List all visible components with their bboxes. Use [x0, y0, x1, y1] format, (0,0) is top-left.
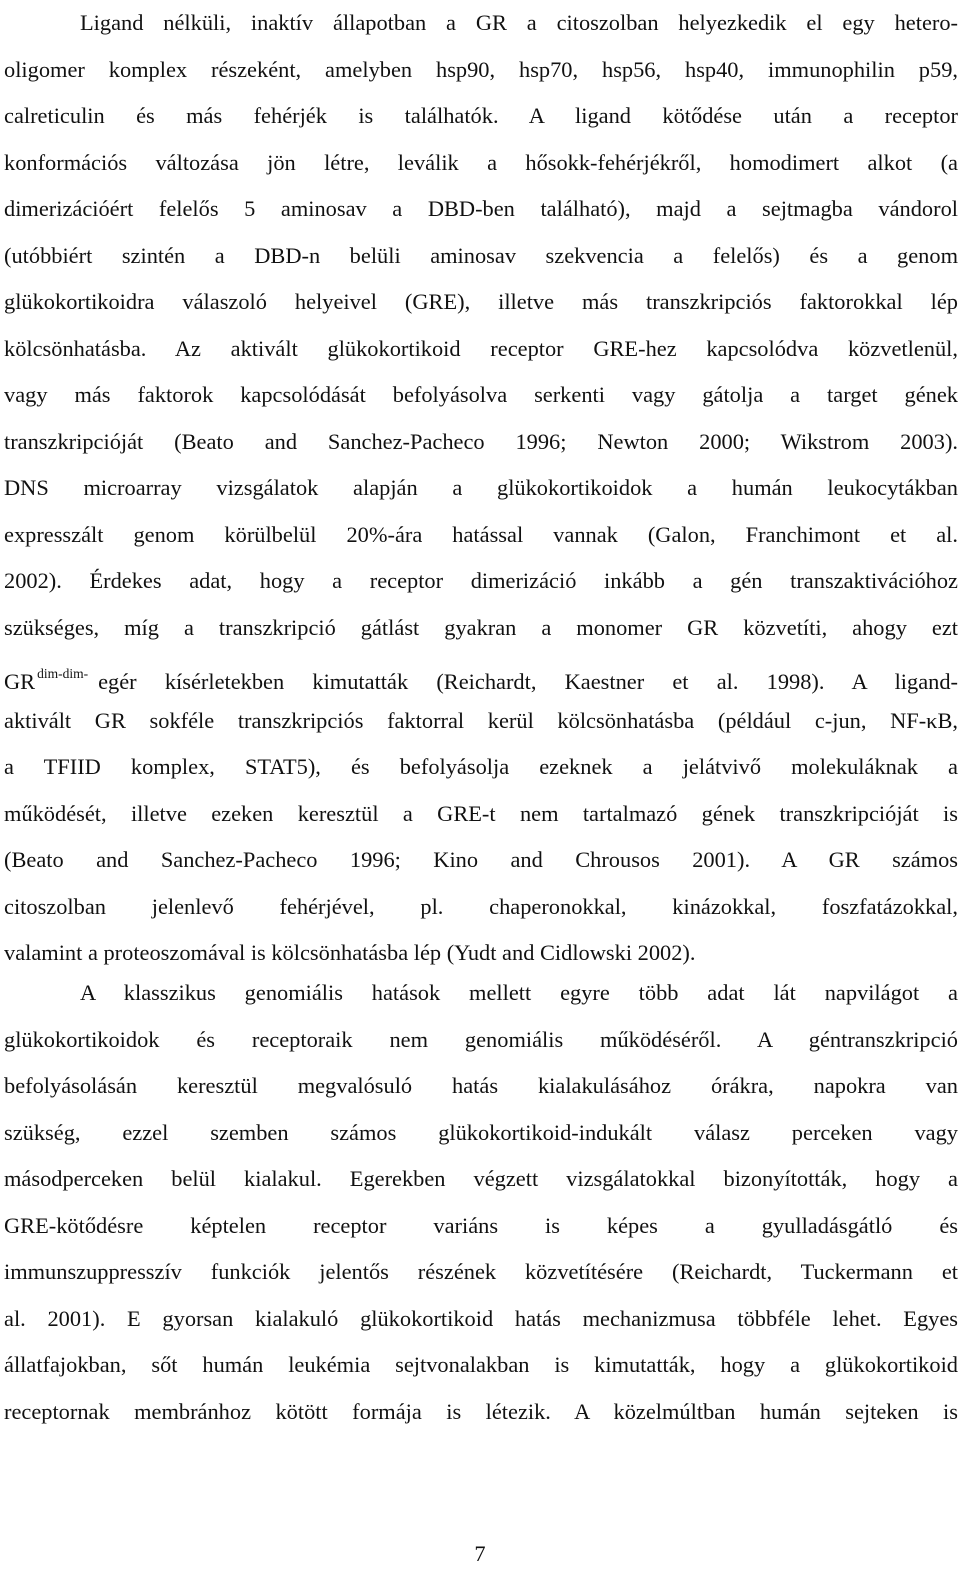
text-line: konformációs változása jön létre, leválik a hősokk-fehérjékről, homodimert alkot (a: [4, 149, 958, 175]
text-line: glükokortikoidok és receptoraik nem genomiális működéséről. A géntranszkripció: [4, 1026, 958, 1052]
text-line: (Beato and Sanchez-Pacheco 1996; Kino and Chrousos 2001). A GR számos: [4, 847, 958, 872]
text-line: 2002). Érdekes adat, hogy a receptor dimerizáció inkább a gén transzaktivációhoz: [4, 568, 958, 593]
text-line: GRE-kötődésre képtelen receptor variáns is képes a gyulladásgátló és: [4, 1212, 958, 1238]
text-line: dimerizációért felelős 5 aminosav a DBD-ben található), majd a sejtmagba vándorol: [4, 196, 958, 221]
text-line: kölcsönhatásba. Az aktivált glükokortikoid receptor GRE-hez kapcsolódva közvetlenül,: [4, 335, 958, 361]
text-line: al. 2001). E gyorsan kialakuló glükokortikoid hatás mechanizmusa többféle lehet. Egyes: [4, 1305, 958, 1331]
text-line: immunszuppresszív funkciók jelentős részének közvetítésére (Reichardt, Tuckermann et: [4, 1259, 958, 1284]
text-line: vagy más faktorok kapcsolódását befolyásolva serkenti vagy gátolja a target gének: [4, 382, 958, 407]
text-line: receptornak membránhoz kötött formája is létezik. A közelmúltban humán sejteken is: [4, 1398, 958, 1424]
text-line: glükokortikoidra válaszoló helyeivel (GRE), illetve más transzkripciós faktorokkal lép: [4, 289, 958, 314]
gr-abbreviation: GR $^{dim-dim-}$: [4, 666, 89, 694]
text-line: állatfajokban, sőt humán leukémia sejtvonalakban is kimutatták, hogy a glükokortikoid: [4, 1352, 958, 1377]
text-line: szükség, ezzel szemben számos glükokortikoid-indukált válasz perceken vagy: [4, 1119, 958, 1145]
text-line: szükséges, míg a transzkripció gátlást gyakran a monomer GR közvetíti, ahogy ezt: [4, 614, 958, 640]
page-number: 7: [474, 1541, 486, 1566]
text-line-last: valamint a proteoszomával is kölcsönhatásba lép (Yudt and Cidlowski 2002).: [4, 940, 696, 965]
paragraph-nongenomic-effects: [4, 970, 958, 1435]
text-line: a TFIID komplex, STAT5), és befolyásolja ezeknek a jelátvivő molekuláknak a: [4, 754, 958, 779]
text-line: Ligand nélküli, inaktív állapotban a GR a citoszolban helyezkedik el egy hetero-: [80, 10, 958, 35]
text-line: működését, illetve ezeken keresztül a GRE-t nem tartalmazó gének transzkripcióját is: [4, 800, 958, 826]
gr-superscript: dim-dim-: [37, 666, 89, 681]
text-line: transzkripcióját (Beato and Sanchez-Pacheco 1996; Newton 2000; Wikstrom 2003).: [4, 428, 958, 454]
text-line-gr-superscript: [4, 651, 958, 698]
text-line: (utóbbiért szintén a DBD-n belüli aminosav szekvencia a felelős) és a genom: [4, 242, 958, 268]
text-line: A klasszikus genomiális hatások mellett egyre több adat lát napvilágot a: [80, 980, 958, 1005]
text-line: másodperceken belül kialakul. Egerekben végzett vizsgálatokkal bizonyították, hogy a: [4, 1166, 958, 1191]
text-line: aktivált GR sokféle transzkripciós faktorral kerül kölcsönhatásba (például c-jun, NF-κB,: [4, 707, 958, 733]
text-line: DNS microarray vizsgálatok alapján a glükokortikoidok a humán leukocytákban: [4, 475, 958, 500]
text-line: oligomer komplex részeként, amelyben hsp90, hsp70, hsp56, hsp40, immunophilin p59,: [4, 56, 958, 82]
text-line: befolyásolásán keresztül megvalósuló hatás kialakulásához órákra, napokra van: [4, 1073, 958, 1098]
text-line: expresszált genom körülbelül 20%-ára hatással vannak (Galon, Franchimont et al.: [4, 521, 958, 547]
paragraph-gr-ligand-mechanism: [4, 0, 958, 977]
text-line: citoszolban jelenlevő fehérjével, pl. chaperonokkal, kinázokkal, foszfatázokkal,: [4, 893, 958, 919]
gr-line-rest: egér kísérletekben kimutatták (Reichardt, Kaestner et al. 1998). A ligand-: [98, 669, 958, 694]
text-line: calreticulin és más fehérjék is találhatók. A ligand kötődése után a receptor: [4, 103, 958, 128]
